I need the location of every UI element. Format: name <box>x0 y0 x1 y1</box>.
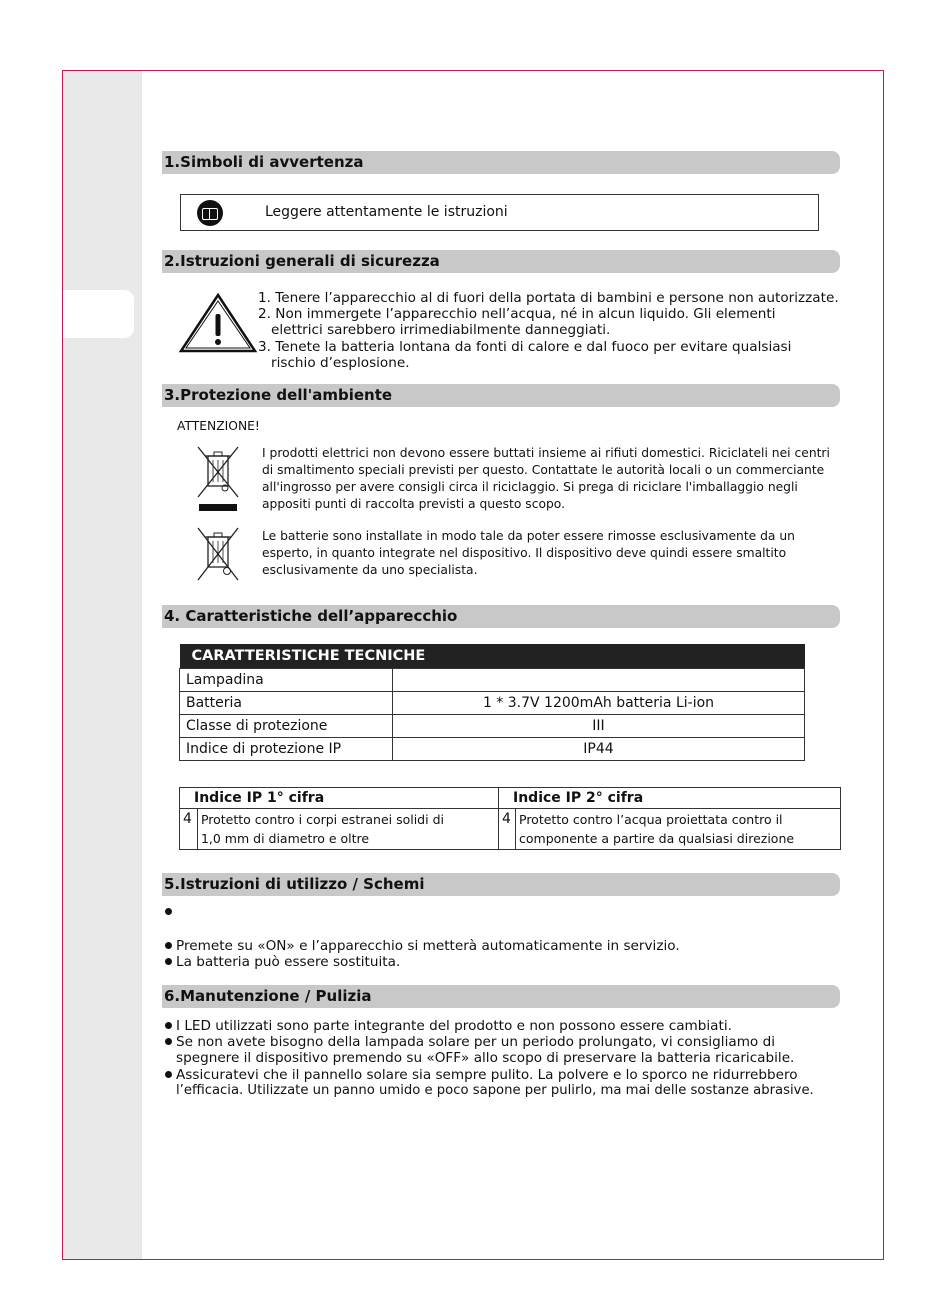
spec-table <box>179 644 805 761</box>
maintenance-bullet-3b: l’efficacia. Utilizzate un panno umido e poco sapone per pulirlo, ma mai delle sostanze abrasive. <box>176 1083 814 1098</box>
section-heading-3: 3.Protezione dell'ambiente <box>162 384 840 407</box>
usage-bullet-2: Premete su «ON» e l’apparecchio si metterà automaticamente in servizio. <box>165 938 680 955</box>
environment-paragraph-2: Le batterie sono installate in modo tale da poter essere rimosse esclusivamente da un esperto, in quanto integrate nel dispositivo. Il dispositivo deve quindi essere smaltito esclusivamente da uno specialista. <box>262 529 795 577</box>
safety-line-2: 2. Non immergete l’apparecchio nell’acqua, né in alcun liquido. Gli elementi <box>258 306 776 322</box>
section-heading-1: 1.Simboli di avvertenza <box>162 151 840 174</box>
environment-paragraph-1: I prodotti elettrici non devono essere buttati insieme ai rifiuti domestici. Riciclateli nei centri di smaltimento speciali previsti per questo. Contattate le autorità locali o un commerciante all'ingrosso per avere consigli circa il riciclaggio. Si prega di riciclare l'imballaggio negli appositi punti di raccolta previsti a questo scopo. <box>262 446 830 511</box>
table-row: Classe di protezione III <box>180 715 805 738</box>
safety-line-2b: elettrici sarebbero irrimediabilmente danneggiati. <box>271 322 611 338</box>
ip-header-1: Indice IP 1° cifra <box>180 788 499 809</box>
section-heading-6: 6.Manutenzione / Pulizia <box>162 985 840 1008</box>
section-heading-5: 5.Istruzioni di utilizzo / Schemi <box>162 873 840 896</box>
sidebar-strip <box>63 71 142 1259</box>
section-heading-2: 2.Istruzioni generali di sicurezza <box>162 250 840 273</box>
maintenance-bullet-2: Se non avete bisogno della lampada solare per un periodo prolungato, vi consigliamo di <box>165 1034 775 1051</box>
warning-symbol-box <box>180 194 819 231</box>
warning-triangle-icon <box>178 292 258 354</box>
crossed-bin-battery-icon <box>193 525 243 583</box>
spec-table-header: CARATTERISTICHE TECNICHE <box>180 644 805 669</box>
usage-bullet-1 <box>165 904 176 921</box>
table-row: Indice di protezione IP IP44 <box>180 738 805 761</box>
safety-line-3: 3. Tenete la batteria lontana da fonti di calore e dal fuoco per evitare qualsiasi <box>258 339 792 355</box>
table-row: Batteria 1 * 3.7V 1200mAh batteria Li-ion <box>180 692 805 715</box>
attention-label: ATTENZIONE! <box>177 419 260 433</box>
safety-line-3b: rischio d’esplosione. <box>271 355 410 371</box>
sidebar-tab <box>63 290 134 338</box>
maintenance-bullet-2b: spegnere il dispositivo premendo su «OFF» allo scopo di preservare la batteria ricaricabile. <box>176 1050 795 1066</box>
section-heading-4: 4. Caratteristiche dell’apparecchio <box>162 605 840 628</box>
separate-collection-bar <box>199 504 237 511</box>
table-row: Lampadina <box>180 669 805 692</box>
usage-bullet-3: La batteria può essere sostituita. <box>165 954 400 971</box>
warning-symbol-label: Leggere attentamente le istruzioni <box>265 204 508 220</box>
safety-line-1: 1. Tenere l’apparecchio al di fuori della portata di bambini e persone non autorizzate. <box>258 290 839 306</box>
ip-table <box>179 787 841 850</box>
maintenance-bullet-3: Assicuratevi che il pannello solare sia sempre pulito. La polvere e lo sporco ne ridurrebbero <box>165 1067 798 1084</box>
ip-header-2: Indice IP 2° cifra <box>499 788 841 809</box>
table-row: 4 Protetto contro i corpi estranei solidi di 1,0 mm di diametro e oltre 4 Protetto contro l’acqua proiettata contro il componente a partire da qualsiasi direzione <box>180 809 841 850</box>
crossed-bin-icon <box>193 444 243 500</box>
book-icon <box>197 200 223 226</box>
maintenance-bullet-1: I LED utilizzati sono parte integrante del prodotto e non possono essere cambiati. <box>165 1018 732 1035</box>
